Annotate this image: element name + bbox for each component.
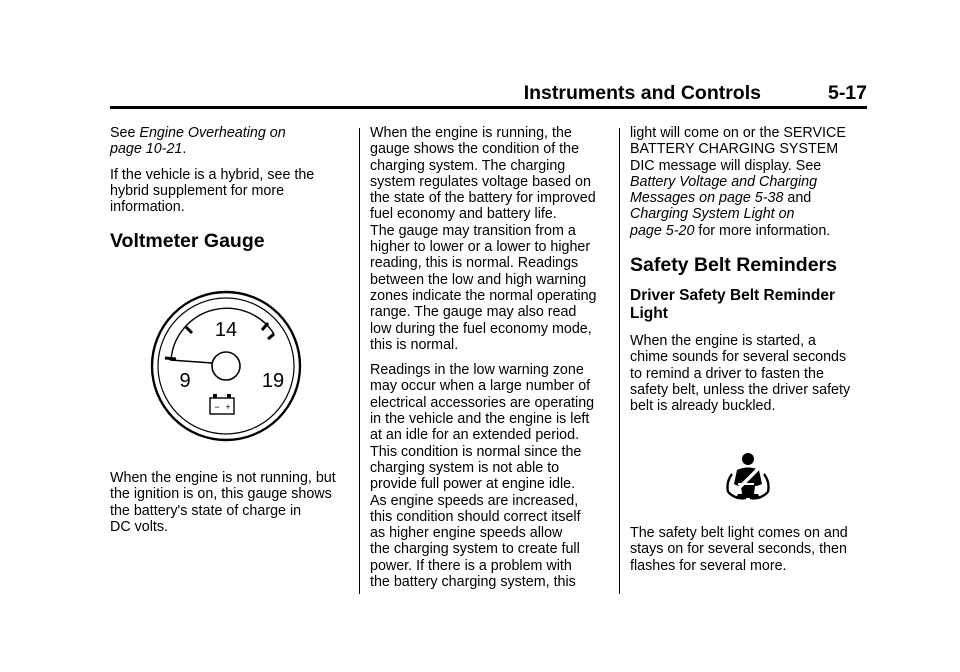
page-number: 5-17 [827, 82, 867, 104]
gauge-label-low: 9 [179, 370, 191, 392]
seatbelt-icon [724, 452, 774, 502]
xref-battery-voltage-messages[interactable]: Battery Voltage and Charging Messages on page 5-38 [630, 173, 818, 207]
battery-plus: + [225, 402, 231, 412]
column-divider-1 [359, 128, 360, 594]
paragraph-low-warning-zone: Readings in the low warning zone may occur when a large number of electrical accessories are operating in the vehicle and the engine is left at an idle for an extended period. This condition is normal since the charging system is not able to provide full power at engine idle. As engine speeds are increased, this condition should correct itself as higher engine speeds allow the charging system to create full power. If there is a problem with the battery charging system, this [370, 362, 595, 591]
subheading-driver-belt-reminder: Driver Safety Belt Reminder Light [630, 287, 836, 323]
column-3-lower [630, 525, 870, 583]
paragraph-see-overheating: See Engine Overheating on page 10-21. [110, 125, 286, 158]
section-title: Instruments and Controls [523, 82, 761, 104]
voltmeter-gauge-figure [150, 290, 302, 442]
xref-charging-system-light[interactable]: Charging System Light on page 5-20 [630, 206, 795, 239]
voltmeter-gauge-icon [150, 290, 302, 442]
gauge-label-mid: 14 [214, 319, 238, 341]
battery-minus: − [214, 402, 220, 412]
paragraph-belt-light-flashes: The safety belt light comes on and stays on for several seconds, then flashes for several more. [630, 525, 848, 574]
column-3 [630, 125, 870, 424]
paragraph-engine-not-running: When the engine is not running, but the ignition is on, this gauge shows the battery's state of charge in DC volts. [110, 470, 336, 535]
column-1-lower [110, 470, 348, 544]
seatbelt-figure [724, 452, 774, 502]
paragraph-engine-running: When the engine is running, the gauge shows the condition of the charging system. The charging system regulates voltage based on the state of the battery for improved fuel economy and battery life. The gauge may transition from a higher to lower or a lower to higher reading, this is normal. Readings between the low and high warning zones indicate the normal operating range. The gauge may also read low during the fuel economy mode, this is normal. [370, 125, 597, 353]
page-header [110, 78, 867, 109]
gauge-label-high: 19 [261, 370, 285, 392]
column-divider-2 [619, 128, 620, 594]
paragraph-hybrid: If the vehicle is a hybrid, see the hybrid supplement for more information. [110, 166, 315, 216]
heading-safety-belt-reminders: Safety Belt Reminders [630, 254, 837, 277]
paragraph-engine-started: When the engine is started, a chime sounds for several seconds to remind a driver to fasten the safety belt, unless the driver safety belt is already buckled. [630, 333, 851, 415]
column-1 [110, 125, 348, 253]
column-2 [370, 125, 610, 599]
heading-voltmeter-gauge: Voltmeter Gauge [110, 230, 265, 253]
paragraph-service-battery: light will come on or the SERVICE BATTERY CHARGING SYSTEM DIC message will display. See Battery Voltage and Charging Messages on page 5-38 and Charging System Light on page 5-20 for more information. [630, 125, 846, 239]
xref-engine-overheating[interactable]: Engine Overheating on page 10-21 [110, 125, 286, 158]
